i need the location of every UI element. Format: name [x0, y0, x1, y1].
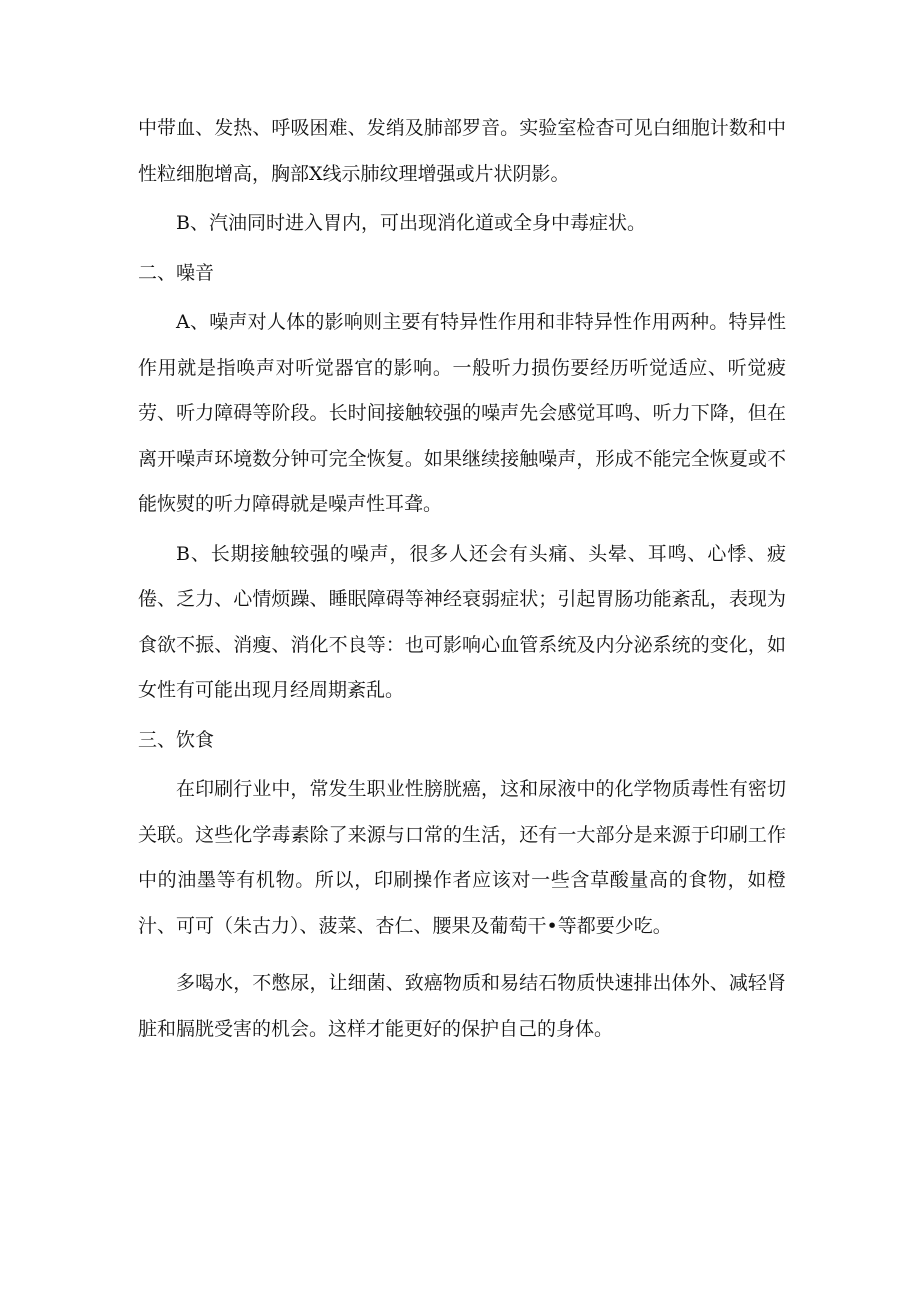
heading-diet: 三、饮食 — [138, 728, 215, 751]
paragraph-gasoline-stomach: B、汽油同时进入胃内，可出现消化道或全身中毒症状。 — [176, 212, 646, 234]
paragraph-printing-bladder-cancer: 在印刷行业中，常发生职业性膀胱癌，这和尿液中的化学物质毒性有密切关联。这些化学毒素除了来源与口常的生活，还有一大部分是来源于印刷工作中的油墨等有机物。所以，印刷操作者应该对一些含草酸量高的食物，如橙汁、可可（朱古力）、菠菜、杏仁、腰果及葡萄干•等都要少吃。 — [138, 778, 786, 937]
paragraph-noise-specific-effects: A、噪声对人体的影响则主要有特异性作用和非特异性作用两种。特异性作用就是指唤声对听觉器官的影响。一般听力损伤要经历听觉适应、听觉疲劳、听力障碍等阶段。长时间接触较强的噪声先会感觉耳鸣、听力下降，但在离开噪声环境数分钟可完全恢复。如果继续接触噪声，形成不能完全恢夏或不能恢熨的听力障碍就是噪声性耳聋。 — [138, 311, 786, 515]
paragraph-drink-water: 多喝水，不憋尿，让细菌、致癌物质和易结石物质快速排出体外、减轻肾脏和膈胱受害的机会。这样才能更好的保护自己的身体。 — [138, 972, 786, 1040]
document-body — [138, 106, 786, 1052]
paragraph-symptoms-continued: 中带血、发热、呼吸困难、发绡及肺部罗音。实验室检杳可见白细胞计数和中性粒细胞增高，胸部X线示肺纹理增强或片状阴影。 — [138, 117, 786, 185]
heading-noise: 二、噪音 — [138, 261, 215, 284]
paragraph-noise-nonspecific-effects: B、长期接触较强的噪声，很多人还会有头痛、头晕、耳鸣、心悸、疲倦、乏力、心情烦躁、睡眠障碍等神经衰弱症状；引起胃肠功能紊乱，表现为食欲不振、消瘦、消化不良等：也可影响心血管系统及内分泌系统的变化，如女性有可能出现月经周期紊乱。 — [138, 542, 786, 701]
